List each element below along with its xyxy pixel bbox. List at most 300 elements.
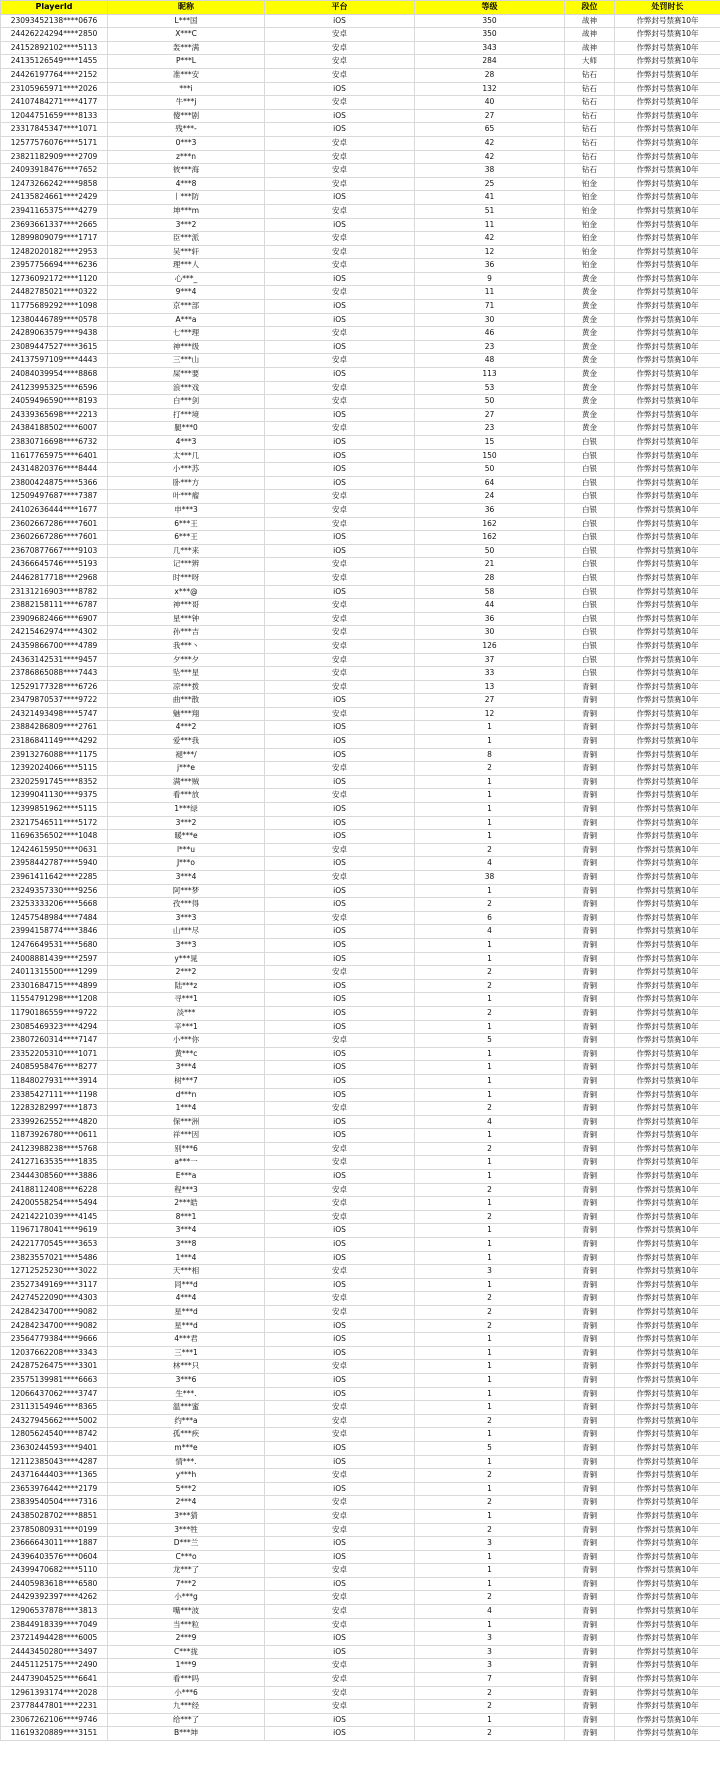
rank-tier-cell: 青铜 [565, 735, 615, 749]
table-row [1, 612, 720, 626]
penalty-cell: 作弊封号禁赛10年 [615, 55, 720, 69]
level-cell: 1 [415, 1088, 565, 1102]
table-row [1, 408, 720, 422]
nickname-cell: 2***2 [108, 966, 265, 980]
level-cell: 1 [415, 1550, 565, 1564]
platform-cell: 安卓 [265, 653, 415, 667]
rank-tier-cell: 钻石 [565, 164, 615, 178]
platform-cell: iOS [265, 544, 415, 558]
table-row [1, 1088, 720, 1102]
table-row [1, 1700, 720, 1714]
level-cell: 5 [415, 1034, 565, 1048]
level-cell: 1 [415, 1618, 565, 1632]
level-cell: 1 [415, 1346, 565, 1360]
nickname-cell: J***o [108, 857, 265, 871]
rank-tier-cell: 青铜 [565, 1564, 615, 1578]
player-id-cell: 23693661337****2665 [1, 218, 108, 232]
platform-cell: iOS [265, 123, 415, 137]
level-cell: 2 [415, 1292, 565, 1306]
penalty-cell: 作弊封号禁赛10年 [615, 368, 720, 382]
nickname-cell: 傻***剧 [108, 109, 265, 123]
nickname-cell: L***国 [108, 14, 265, 28]
table-row [1, 1346, 720, 1360]
level-cell: 2 [415, 979, 565, 993]
platform-cell: 安卓 [265, 1605, 415, 1619]
table-row [1, 1183, 720, 1197]
nickname-cell: 5***2 [108, 1482, 265, 1496]
rank-tier-cell: 白银 [565, 571, 615, 585]
nickname-cell: 山***尽 [108, 925, 265, 939]
penalty-cell: 作弊封号禁赛10年 [615, 245, 720, 259]
penalty-cell: 作弊封号禁赛10年 [615, 1115, 720, 1129]
table-row [1, 680, 720, 694]
penalty-cell: 作弊封号禁赛10年 [615, 1387, 720, 1401]
rank-tier-cell: 白银 [565, 653, 615, 667]
nickname-cell: 太***几 [108, 449, 265, 463]
penalty-cell: 作弊封号禁赛10年 [615, 476, 720, 490]
rank-tier-cell: 青铜 [565, 1074, 615, 1088]
level-cell: 1 [415, 884, 565, 898]
nickname-cell: 小***苏 [108, 463, 265, 477]
level-cell: 1 [415, 1455, 565, 1469]
penalty-cell: 作弊封号禁赛10年 [615, 503, 720, 517]
nickname-cell: 神***哥 [108, 599, 265, 613]
level-cell: 1 [415, 1713, 565, 1727]
rank-tier-cell: 白银 [565, 599, 615, 613]
platform-cell: 安卓 [265, 1265, 415, 1279]
nickname-cell: 爱***我 [108, 735, 265, 749]
rank-tier-cell: 战神 [565, 41, 615, 55]
player-id-cell: 12424615950****0631 [1, 843, 108, 857]
level-cell: 51 [415, 204, 565, 218]
table-row [1, 843, 720, 857]
rank-tier-cell: 青铜 [565, 1605, 615, 1619]
rank-tier-cell: 青铜 [565, 789, 615, 803]
player-id-cell: 23823557021****5486 [1, 1251, 108, 1265]
nickname-cell: 辛***1 [108, 1020, 265, 1034]
penalty-cell: 作弊封号禁赛10年 [615, 136, 720, 150]
platform-cell: iOS [265, 748, 415, 762]
level-cell: 65 [415, 123, 565, 137]
rank-tier-cell: 铂金 [565, 245, 615, 259]
penalty-cell: 作弊封号禁赛10年 [615, 1564, 720, 1578]
level-cell: 42 [415, 136, 565, 150]
rank-tier-cell: 铂金 [565, 232, 615, 246]
platform-cell: iOS [265, 993, 415, 1007]
platform-cell: iOS [265, 803, 415, 817]
table-row [1, 1550, 720, 1564]
player-id-cell: 12457548984****7484 [1, 911, 108, 925]
nickname-cell: 星***d [108, 1319, 265, 1333]
player-id-cell: 23131216903****8782 [1, 585, 108, 599]
nickname-cell: 三***山 [108, 354, 265, 368]
player-id-cell: 24188112408****6228 [1, 1183, 108, 1197]
table-row [1, 979, 720, 993]
player-id-cell: 24327945662****5002 [1, 1414, 108, 1428]
table-row [1, 857, 720, 871]
rank-tier-cell: 青铜 [565, 898, 615, 912]
penalty-cell: 作弊封号禁赛10年 [615, 1496, 720, 1510]
nickname-cell: 嘴***波 [108, 1605, 265, 1619]
rank-tier-cell: 铂金 [565, 177, 615, 191]
platform-cell: iOS [265, 272, 415, 286]
rank-tier-cell: 青铜 [565, 680, 615, 694]
platform-cell: 安卓 [265, 1102, 415, 1116]
rank-tier-cell: 战神 [565, 14, 615, 28]
player-id-cell: 23301684715****4899 [1, 979, 108, 993]
platform-cell: iOS [265, 775, 415, 789]
table-row [1, 517, 720, 531]
nickname-cell: 树***7 [108, 1074, 265, 1088]
player-id-cell: 11554791298****1208 [1, 993, 108, 1007]
nickname-cell: 温***蜜 [108, 1401, 265, 1415]
table-row [1, 245, 720, 259]
level-cell: 9 [415, 272, 565, 286]
player-id-cell: 24429392397****4262 [1, 1591, 108, 1605]
rank-tier-cell: 黄金 [565, 395, 615, 409]
table-row [1, 1428, 720, 1442]
player-id-cell: 23957756694****6236 [1, 259, 108, 273]
penalty-cell: 作弊封号禁赛10年 [615, 938, 720, 952]
rank-tier-cell: 青铜 [565, 1509, 615, 1523]
nickname-cell: d***n [108, 1088, 265, 1102]
player-id-cell: 24102636444****1677 [1, 503, 108, 517]
rank-tier-cell: 青铜 [565, 1238, 615, 1252]
header-row [1, 1, 720, 15]
rank-tier-cell: 青铜 [565, 1496, 615, 1510]
player-id-cell: 24085958476****8277 [1, 1061, 108, 1075]
table-row [1, 1278, 720, 1292]
rank-tier-cell: 青铜 [565, 911, 615, 925]
penalty-cell: 作弊封号禁赛10年 [615, 1183, 720, 1197]
rank-tier-cell: 钻石 [565, 123, 615, 137]
penalty-cell: 作弊封号禁赛10年 [615, 1618, 720, 1632]
level-cell: 2 [415, 1306, 565, 1320]
table-row [1, 1727, 720, 1741]
penalty-cell: 作弊封号禁赛10年 [615, 1333, 720, 1347]
player-id-cell: 23085469323****4294 [1, 1020, 108, 1034]
nickname-cell: a***一 [108, 1156, 265, 1170]
platform-cell: iOS [265, 368, 415, 382]
table-row [1, 503, 720, 517]
nickname-cell: 同***d [108, 1278, 265, 1292]
penalty-cell: 作弊封号禁赛10年 [615, 191, 720, 205]
nickname-cell: 林***只 [108, 1360, 265, 1374]
nickname-cell: 残***- [108, 123, 265, 137]
nickname-cell: 8***1 [108, 1210, 265, 1224]
level-cell: 30 [415, 313, 565, 327]
table-row [1, 1673, 720, 1687]
player-id-cell: 24339365698****2213 [1, 408, 108, 422]
player-id-cell: 23909682466****6907 [1, 612, 108, 626]
player-id-cell: 23067262106****9746 [1, 1713, 108, 1727]
table-row [1, 1102, 720, 1116]
nickname-cell: j***e [108, 762, 265, 776]
penalty-cell: 作弊封号禁赛10年 [615, 1319, 720, 1333]
player-id-cell: 24371644403****1365 [1, 1469, 108, 1483]
platform-cell: 安卓 [265, 612, 415, 626]
platform-cell: 安卓 [265, 354, 415, 368]
penalty-cell: 作弊封号禁赛10年 [615, 1074, 720, 1088]
table-row [1, 721, 720, 735]
penalty-cell: 作弊封号禁赛10年 [615, 911, 720, 925]
table-row [1, 925, 720, 939]
player-id-cell: 24008881439****2597 [1, 952, 108, 966]
level-cell: 1 [415, 1170, 565, 1184]
table-row [1, 762, 720, 776]
platform-cell: 安卓 [265, 1564, 415, 1578]
nickname-cell: 3***4 [108, 1061, 265, 1075]
player-id-cell: 24137597109****4443 [1, 354, 108, 368]
level-cell: 36 [415, 612, 565, 626]
nickname-cell: 准***安 [108, 68, 265, 82]
penalty-cell: 作弊封号禁赛10年 [615, 571, 720, 585]
platform-cell: iOS [265, 585, 415, 599]
penalty-cell: 作弊封号禁赛10年 [615, 1605, 720, 1619]
table-row [1, 1632, 720, 1646]
nickname-cell: 1***4 [108, 1102, 265, 1116]
table-row [1, 1591, 720, 1605]
table-row [1, 1482, 720, 1496]
level-cell: 1 [415, 1428, 565, 1442]
player-id-cell: 24384188502****6007 [1, 422, 108, 436]
rank-tier-cell: 青铜 [565, 1319, 615, 1333]
penalty-cell: 作弊封号禁赛10年 [615, 966, 720, 980]
nickname-cell: 情***. [108, 1455, 265, 1469]
nickname-cell: 彼***海 [108, 164, 265, 178]
level-cell: 1 [415, 1577, 565, 1591]
player-id-cell: 23778447801****2231 [1, 1700, 108, 1714]
player-id-cell: 12392024066****5115 [1, 762, 108, 776]
nickname-cell: 给***了 [108, 1713, 265, 1727]
table-row [1, 1605, 720, 1619]
platform-cell: 安卓 [265, 490, 415, 504]
rank-tier-cell: 青铜 [565, 1373, 615, 1387]
platform-cell: 安卓 [265, 1156, 415, 1170]
level-cell: 126 [415, 639, 565, 653]
table-row [1, 1034, 720, 1048]
level-cell: 1 [415, 1074, 565, 1088]
player-id-cell: 12283282997****1873 [1, 1102, 108, 1116]
nickname-cell: 几***来 [108, 544, 265, 558]
table-row [1, 1292, 720, 1306]
platform-cell: 安卓 [265, 422, 415, 436]
penalty-cell: 作弊封号禁赛10年 [615, 1292, 720, 1306]
player-id-cell: 11696356502****1048 [1, 830, 108, 844]
platform-cell: iOS [265, 1170, 415, 1184]
nickname-cell: 三***1 [108, 1346, 265, 1360]
rank-tier-cell: 白银 [565, 585, 615, 599]
level-cell: 2 [415, 1102, 565, 1116]
penalty-cell: 作弊封号禁赛10年 [615, 1686, 720, 1700]
player-id-cell: 24011315500****1299 [1, 966, 108, 980]
level-cell: 12 [415, 707, 565, 721]
rank-tier-cell: 白银 [565, 544, 615, 558]
level-cell: 12 [415, 245, 565, 259]
platform-cell: iOS [265, 1632, 415, 1646]
player-id-cell: 23666643011****1887 [1, 1537, 108, 1551]
level-cell: 27 [415, 694, 565, 708]
table-row [1, 1537, 720, 1551]
platform-cell: iOS [265, 476, 415, 490]
table-row [1, 966, 720, 980]
level-cell: 150 [415, 449, 565, 463]
platform-cell: 安卓 [265, 1496, 415, 1510]
nickname-cell: C***o [108, 1550, 265, 1564]
platform-cell: 安卓 [265, 843, 415, 857]
table-row [1, 707, 720, 721]
level-cell: 3 [415, 1632, 565, 1646]
rank-tier-cell: 青铜 [565, 1414, 615, 1428]
nickname-cell: 2***皓 [108, 1197, 265, 1211]
penalty-cell: 作弊封号禁赛10年 [615, 653, 720, 667]
level-cell: 343 [415, 41, 565, 55]
platform-cell: iOS [265, 1387, 415, 1401]
rank-tier-cell: 青铜 [565, 1210, 615, 1224]
player-id-cell: 12529177328****6726 [1, 680, 108, 694]
penalty-cell: 作弊封号禁赛10年 [615, 14, 720, 28]
table-row [1, 191, 720, 205]
player-id-cell: 12112385043****4287 [1, 1455, 108, 1469]
penalty-cell: 作弊封号禁赛10年 [615, 1469, 720, 1483]
rank-tier-cell: 青铜 [565, 1129, 615, 1143]
nickname-cell: 别***6 [108, 1142, 265, 1156]
player-id-cell: 23807260314****7147 [1, 1034, 108, 1048]
table-row [1, 639, 720, 653]
platform-cell: 安卓 [265, 245, 415, 259]
rank-tier-cell: 白银 [565, 517, 615, 531]
rank-tier-cell: 青铜 [565, 1061, 615, 1075]
level-cell: 1 [415, 1020, 565, 1034]
platform-cell: iOS [265, 1278, 415, 1292]
nickname-cell: 坤***m [108, 204, 265, 218]
penalty-cell: 作弊封号禁赛10年 [615, 721, 720, 735]
platform-cell: iOS [265, 1537, 415, 1551]
platform-cell: 安卓 [265, 232, 415, 246]
table-row [1, 476, 720, 490]
penalty-cell: 作弊封号禁赛10年 [615, 1645, 720, 1659]
table-row [1, 1509, 720, 1523]
level-cell: 1 [415, 1047, 565, 1061]
penalty-cell: 作弊封号禁赛10年 [615, 626, 720, 640]
level-cell: 1 [415, 1238, 565, 1252]
penalty-cell: 作弊封号禁赛10年 [615, 1210, 720, 1224]
penalty-cell: 作弊封号禁赛10年 [615, 1251, 720, 1265]
table-row [1, 585, 720, 599]
rank-tier-cell: 青铜 [565, 1278, 615, 1292]
rank-tier-cell: 铂金 [565, 259, 615, 273]
level-cell: 1 [415, 816, 565, 830]
rank-tier-cell: 黄金 [565, 300, 615, 314]
penalty-cell: 作弊封号禁赛10年 [615, 1278, 720, 1292]
table-row [1, 1441, 720, 1455]
penalty-cell: 作弊封号禁赛10年 [615, 775, 720, 789]
rank-tier-cell: 黄金 [565, 286, 615, 300]
player-id-cell: 24093918476****7652 [1, 164, 108, 178]
level-cell: 53 [415, 381, 565, 395]
level-cell: 1 [415, 993, 565, 1007]
level-cell: 2 [415, 966, 565, 980]
level-cell: 1 [415, 1278, 565, 1292]
player-id-cell: 24284234700****9082 [1, 1319, 108, 1333]
table-row [1, 1645, 720, 1659]
level-cell: 5 [415, 1441, 565, 1455]
player-id-cell: 23786865088****7443 [1, 667, 108, 681]
player-id-cell: 23913276088****1175 [1, 748, 108, 762]
penalty-cell: 作弊封号禁赛10年 [615, 1509, 720, 1523]
player-id-cell: 23958442787****5940 [1, 857, 108, 871]
table-row [1, 667, 720, 681]
platform-cell: iOS [265, 1346, 415, 1360]
nickname-cell: 夕***夕 [108, 653, 265, 667]
rank-tier-cell: 青铜 [565, 1686, 615, 1700]
table-row [1, 1577, 720, 1591]
table-row [1, 1686, 720, 1700]
nickname-cell: 陆***z [108, 979, 265, 993]
penalty-cell: 作弊封号禁赛10年 [615, 232, 720, 246]
penalty-cell: 作弊封号禁赛10年 [615, 1401, 720, 1415]
table-row [1, 150, 720, 164]
header-platform: 平台 [265, 1, 415, 15]
table-row [1, 449, 720, 463]
platform-cell: iOS [265, 191, 415, 205]
table-row [1, 748, 720, 762]
platform-cell: 安卓 [265, 966, 415, 980]
penalty-cell: 作弊封号禁赛10年 [615, 667, 720, 681]
penalty-cell: 作弊封号禁赛10年 [615, 979, 720, 993]
level-cell: 37 [415, 653, 565, 667]
level-cell: 2 [415, 1414, 565, 1428]
nickname-cell: 程***3 [108, 1183, 265, 1197]
player-id-cell: 23217546511****5172 [1, 816, 108, 830]
player-id-cell: 23186841149****4292 [1, 735, 108, 749]
rank-tier-cell: 黄金 [565, 422, 615, 436]
rank-tier-cell: 白银 [565, 449, 615, 463]
rank-tier-cell: 青铜 [565, 775, 615, 789]
platform-cell: 安卓 [265, 1686, 415, 1700]
rank-tier-cell: 铂金 [565, 218, 615, 232]
table-row [1, 68, 720, 82]
penalty-cell: 作弊封号禁赛10年 [615, 1727, 720, 1741]
penalty-cell: 作弊封号禁赛10年 [615, 789, 720, 803]
table-row [1, 1618, 720, 1632]
nickname-cell: 牛***j [108, 96, 265, 110]
table-row [1, 816, 720, 830]
platform-cell: 安卓 [265, 667, 415, 681]
player-id-cell: 23399262552****4820 [1, 1115, 108, 1129]
table-row [1, 490, 720, 504]
level-cell: 1 [415, 952, 565, 966]
player-id-cell: 12577576076****5171 [1, 136, 108, 150]
level-cell: 4 [415, 1115, 565, 1129]
penalty-cell: 作弊封号禁赛10年 [615, 517, 720, 531]
player-id-cell: 23093452138****0676 [1, 14, 108, 28]
rank-tier-cell: 青铜 [565, 1401, 615, 1415]
penalty-cell: 作弊封号禁赛10年 [615, 925, 720, 939]
level-cell: 1 [415, 1482, 565, 1496]
player-id-cell: 24123995325****6596 [1, 381, 108, 395]
platform-cell: iOS [265, 300, 415, 314]
penalty-cell: 作弊封号禁赛10年 [615, 408, 720, 422]
nickname-cell: 1***绿 [108, 803, 265, 817]
table-row [1, 1129, 720, 1143]
level-cell: 113 [415, 368, 565, 382]
nickname-cell: 星***d [108, 1306, 265, 1320]
nickname-cell: x***@ [108, 585, 265, 599]
table-row [1, 82, 720, 96]
rank-tier-cell: 白银 [565, 558, 615, 572]
level-cell: 50 [415, 544, 565, 558]
